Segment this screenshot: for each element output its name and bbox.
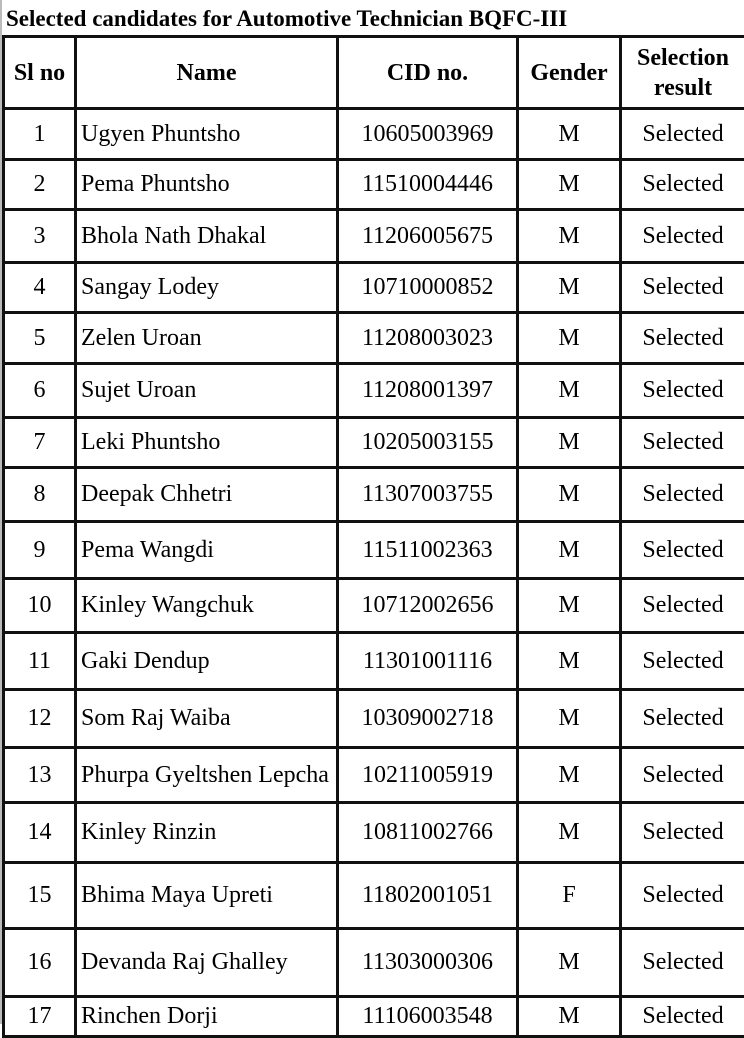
cid-cell: 11206005675 [338, 210, 518, 263]
name-cell: Kinley Rinzin [76, 803, 338, 863]
gender-cell: M [518, 748, 621, 803]
result-cell: Selected [621, 313, 744, 364]
sl-cell: 14 [4, 803, 76, 863]
gender-cell: M [518, 579, 621, 633]
cid-cell: 11307003755 [338, 468, 518, 522]
gender-cell: M [518, 633, 621, 690]
table-row [4, 109, 744, 160]
name-cell: Devanda Raj Ghalley [76, 929, 338, 997]
sl-cell: 9 [4, 522, 76, 579]
sl-cell: 5 [4, 313, 76, 364]
name-cell: Ugyen Phuntsho [76, 109, 338, 160]
gender-cell: M [518, 997, 621, 1037]
cid-cell: 10712002656 [338, 579, 518, 633]
sl-cell: 16 [4, 929, 76, 997]
sl-cell: 12 [4, 690, 76, 748]
header-sl-no: Sl no [4, 37, 76, 109]
result-cell: Selected [621, 364, 744, 418]
gender-cell: M [518, 690, 621, 748]
table-row [4, 263, 744, 313]
name-cell: Gaki Dendup [76, 633, 338, 690]
cid-cell: 11510004446 [338, 160, 518, 210]
result-cell: Selected [621, 160, 744, 210]
header-name: Name [76, 37, 338, 109]
sl-cell: 11 [4, 633, 76, 690]
cid-cell: 10811002766 [338, 803, 518, 863]
header-selection-result: Selection result [621, 37, 744, 109]
result-cell: Selected [621, 803, 744, 863]
name-cell: Bhima Maya Upreti [76, 863, 338, 929]
table-row [4, 748, 744, 803]
gender-cell: M [518, 313, 621, 364]
cid-cell: 11208001397 [338, 364, 518, 418]
sl-cell: 1 [4, 109, 76, 160]
name-cell: Sangay Lodey [76, 263, 338, 313]
name-cell: Leki Phuntsho [76, 418, 338, 468]
result-cell: Selected [621, 929, 744, 997]
cid-cell: 11511002363 [338, 522, 518, 579]
sl-cell: 7 [4, 418, 76, 468]
gender-cell: M [518, 364, 621, 418]
cid-cell: 10710000852 [338, 263, 518, 313]
gender-cell: M [518, 522, 621, 579]
gender-cell: F [518, 863, 621, 929]
result-cell: Selected [621, 468, 744, 522]
cid-cell: 10309002718 [338, 690, 518, 748]
name-cell: Deepak Chhetri [76, 468, 338, 522]
result-cell: Selected [621, 863, 744, 929]
cid-cell: 11208003023 [338, 313, 518, 364]
gender-cell: M [518, 109, 621, 160]
name-cell: Bhola Nath Dhakal [76, 210, 338, 263]
result-cell: Selected [621, 109, 744, 160]
candidates-table [2, 35, 744, 1038]
sl-cell: 2 [4, 160, 76, 210]
gender-cell: M [518, 210, 621, 263]
result-cell: Selected [621, 748, 744, 803]
header-row [4, 37, 744, 109]
gender-cell: M [518, 929, 621, 997]
gender-cell: M [518, 418, 621, 468]
table-row [4, 633, 744, 690]
cid-cell: 11303000306 [338, 929, 518, 997]
name-cell: Sujet Uroan [76, 364, 338, 418]
name-cell: Som Raj Waiba [76, 690, 338, 748]
table-row [4, 468, 744, 522]
header-gender: Gender [518, 37, 621, 109]
table-row [4, 929, 744, 997]
table-row [4, 418, 744, 468]
gender-cell: M [518, 468, 621, 522]
table-row [4, 579, 744, 633]
table-row [4, 522, 744, 579]
table-row [4, 863, 744, 929]
gender-cell: M [518, 263, 621, 313]
page-title: Selected candidates for Automotive Technician BQFC-III [6, 2, 567, 35]
cid-cell: 10605003969 [338, 109, 518, 160]
cid-cell: 10211005919 [338, 748, 518, 803]
gender-cell: M [518, 803, 621, 863]
result-cell: Selected [621, 690, 744, 748]
sl-cell: 4 [4, 263, 76, 313]
cid-cell: 11301001116 [338, 633, 518, 690]
result-cell: Selected [621, 418, 744, 468]
header-cid: CID no. [338, 37, 518, 109]
sl-cell: 13 [4, 748, 76, 803]
name-cell: Phurpa Gyeltshen Lepcha [76, 748, 338, 803]
table-row [4, 313, 744, 364]
result-cell: Selected [621, 633, 744, 690]
sl-cell: 3 [4, 210, 76, 263]
name-cell: Pema Wangdi [76, 522, 338, 579]
name-cell: Pema Phuntsho [76, 160, 338, 210]
table-row [4, 210, 744, 263]
sl-cell: 17 [4, 997, 76, 1037]
name-cell: Rinchen Dorji [76, 997, 338, 1037]
name-cell: Kinley Wangchuk [76, 579, 338, 633]
table-row [4, 160, 744, 210]
result-cell: Selected [621, 522, 744, 579]
result-cell: Selected [621, 263, 744, 313]
cid-cell: 10205003155 [338, 418, 518, 468]
sl-cell: 8 [4, 468, 76, 522]
sl-cell: 6 [4, 364, 76, 418]
table-row [4, 690, 744, 748]
result-cell: Selected [621, 579, 744, 633]
table-row [4, 364, 744, 418]
result-cell: Selected [621, 210, 744, 263]
sl-cell: 15 [4, 863, 76, 929]
table-row [4, 997, 744, 1037]
gender-cell: M [518, 160, 621, 210]
result-cell: Selected [621, 997, 744, 1037]
name-cell: Zelen Uroan [76, 313, 338, 364]
table-row [4, 803, 744, 863]
cid-cell: 11802001051 [338, 863, 518, 929]
sl-cell: 10 [4, 579, 76, 633]
cid-cell: 11106003548 [338, 997, 518, 1037]
